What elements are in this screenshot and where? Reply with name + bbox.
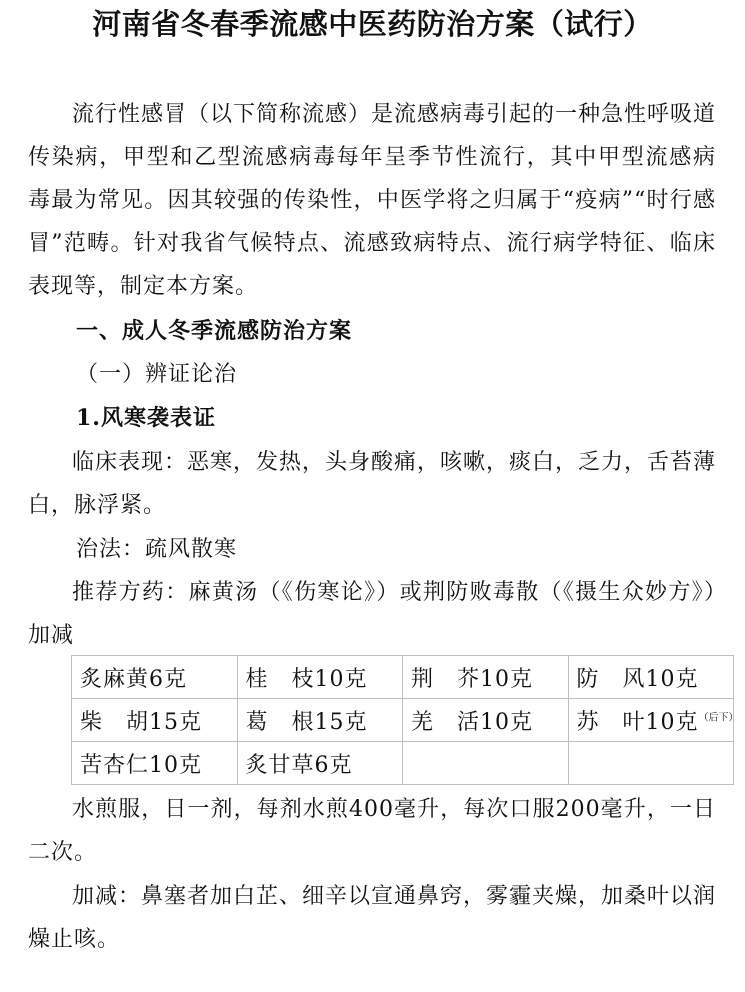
herb-cell bbox=[403, 699, 569, 742]
herb-dose: 15克 bbox=[149, 709, 203, 735]
herb-dose: 10克 bbox=[314, 666, 368, 692]
herb-cell bbox=[403, 742, 569, 785]
herb-dose: 15克 bbox=[314, 709, 368, 735]
subsection-heading: （一）辨证论治 bbox=[76, 362, 238, 387]
herb-row bbox=[72, 699, 734, 742]
herb-cell bbox=[403, 656, 569, 699]
herb-cell bbox=[568, 656, 734, 699]
herb-cell bbox=[237, 742, 403, 785]
herb-note: （后下） bbox=[698, 712, 739, 724]
herb-cell bbox=[72, 699, 238, 742]
herb-row bbox=[72, 656, 734, 699]
herb-cell bbox=[72, 742, 238, 785]
herb-dose: 10克 bbox=[645, 666, 699, 692]
herb-name: 防 风 bbox=[576, 666, 646, 692]
herb-dose: 6克 bbox=[314, 752, 353, 778]
herb-dose: 10克 bbox=[149, 752, 203, 778]
herb-name: 炙麻黄 bbox=[80, 666, 150, 692]
herb-name: 苏 叶 bbox=[576, 709, 646, 735]
herb-table bbox=[71, 655, 739, 785]
herb-cell bbox=[568, 699, 739, 742]
syndrome-heading: 1.风寒袭表证 bbox=[76, 405, 216, 431]
document-title: 河南省冬春季流感中医药防治方案（试行） bbox=[92, 7, 653, 41]
herb-cell bbox=[237, 656, 403, 699]
herb-dose: 10克 bbox=[645, 709, 699, 735]
herb-name: 桂 枝 bbox=[245, 666, 315, 692]
herb-cell bbox=[72, 656, 238, 699]
herb-name: 葛 根 bbox=[245, 709, 315, 735]
herb-dose: 10克 bbox=[480, 709, 534, 735]
herb-row bbox=[72, 742, 734, 785]
herb-dose: 10克 bbox=[480, 666, 534, 692]
herb-name: 柴 胡 bbox=[80, 709, 150, 735]
herb-name: 炙甘草 bbox=[245, 752, 315, 778]
recommended-formula-paragraph: 推荐方药：麻黄汤（《伤寒论》）或荆防败毒散（《摄生众妙方》）加减 bbox=[28, 580, 716, 648]
herb-name: 荆 芥 bbox=[411, 666, 481, 692]
herb-name: 羌 活 bbox=[411, 709, 481, 735]
herb-name: 苦杏仁 bbox=[80, 752, 150, 778]
herb-cell bbox=[237, 699, 403, 742]
intro-paragraph: 流行性感冒（以下简称流感）是流感病毒引起的一种急性呼吸道传染病，甲型和乙型流感病毒每年呈季节性流行，其中甲型流感病毒最为常见。因其较强的传染性，中医学将之归属于“疫病”“时行感冒”范畴。针对我省气候特点、流感致病特点、流行病学特征、临床表现等，制定本方案。 bbox=[28, 102, 717, 299]
clinical-manifestation-paragraph: 临床表现：恶寒，发热，头身酸痛，咳嗽，痰白，乏力，舌苔薄白，脉浮紧。 bbox=[28, 450, 717, 518]
herb-cell bbox=[568, 742, 734, 785]
modification-paragraph: 加减：鼻塞者加白芷、细辛以宣通鼻窍，雾霾夹燥，加桑叶以润燥止咳。 bbox=[28, 884, 717, 952]
section-heading: 一、成人冬季流感防治方案 bbox=[76, 319, 353, 344]
treatment-method-line: 治法：疏风散寒 bbox=[76, 537, 238, 562]
herb-dose: 6克 bbox=[149, 666, 188, 692]
administration-paragraph: 水煎服，日一剂，每剂水煎400毫升，每次口服200毫升，一日二次。 bbox=[28, 797, 716, 865]
